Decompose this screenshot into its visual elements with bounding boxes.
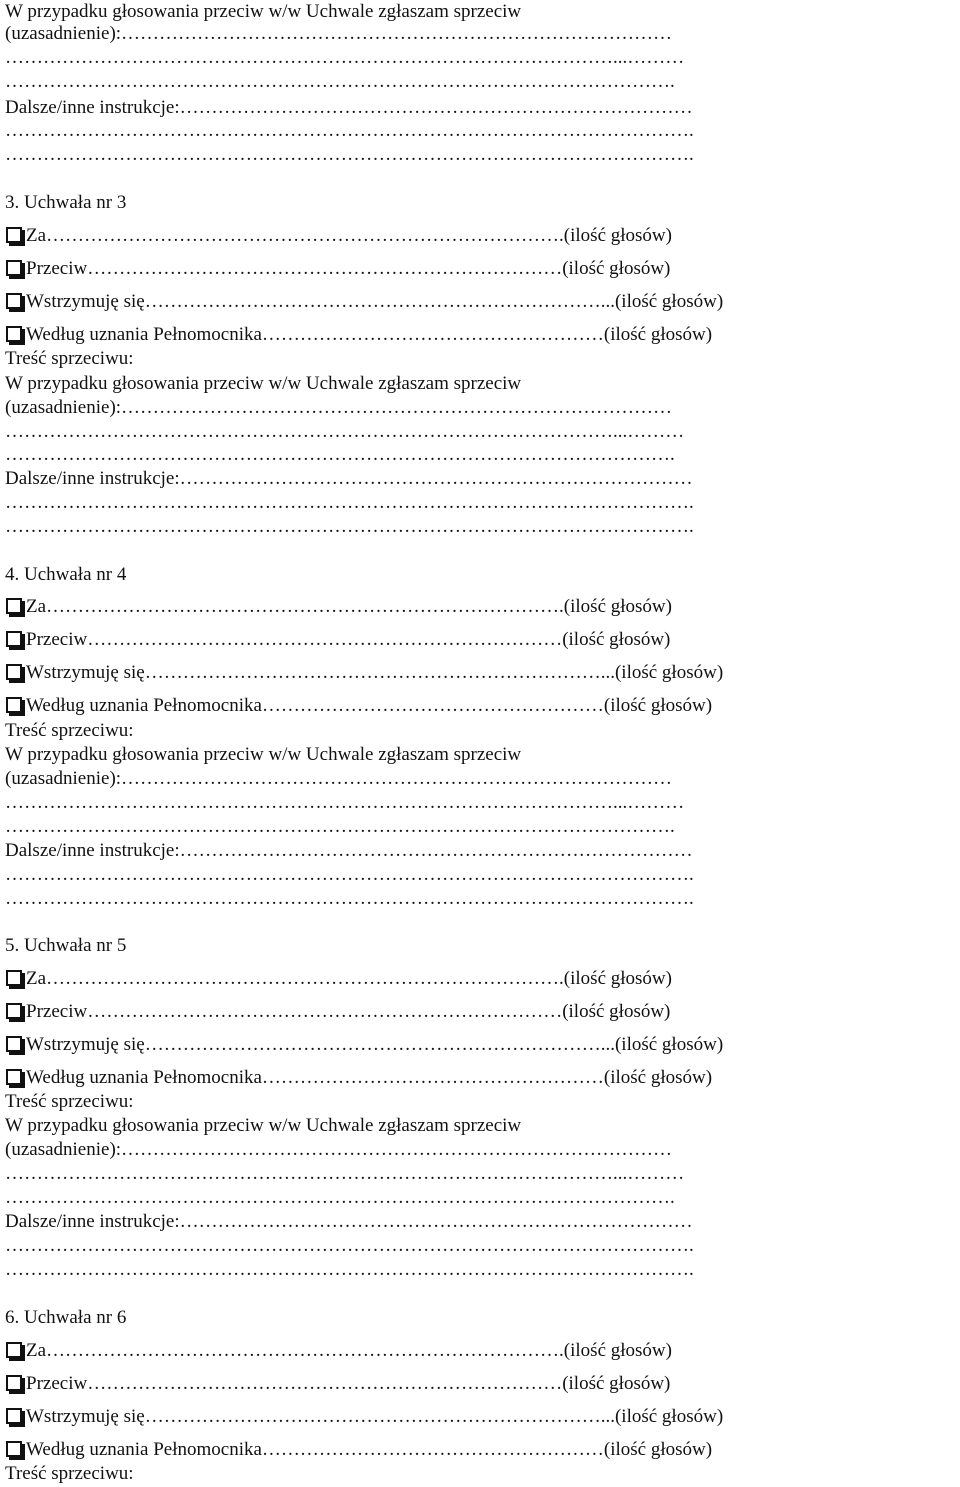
checkbox-icon[interactable] (6, 970, 22, 986)
dotted-line[interactable]: ………………………………………………………………………………………………. (5, 888, 694, 909)
vote-count-label: (ilość głosów) (614, 662, 724, 683)
dotted-line[interactable]: ………………………………………………………………………………………………. (5, 144, 694, 165)
vote-count-label: (ilość głosów) (562, 1001, 671, 1022)
checkbox-icon[interactable] (6, 293, 22, 309)
checkbox-icon[interactable] (6, 664, 22, 680)
dotted-line[interactable]: ……………………………………………………………………………………...……… (5, 421, 685, 442)
resolution-heading: 6. Uchwała nr 6 (5, 1307, 127, 1328)
dotted-line[interactable]: ………………………………………………………………………………………………. (5, 120, 694, 141)
vote-count-label: (ilość głosów) (562, 258, 671, 279)
dotted-leader: ………………………………………………………………... (144, 291, 615, 312)
option-label: Wstrzymuję się (26, 291, 145, 312)
vote-count-label: (ilość głosów) (563, 1340, 672, 1361)
vote-option-abstain[interactable] (6, 290, 723, 314)
option-label: Za (26, 596, 47, 617)
dotted-line[interactable]: ………………………………………………………………………………………………. (5, 492, 694, 513)
dotted-leader: ………………………………………………………………… (87, 1373, 563, 1394)
checkbox-icon[interactable] (6, 227, 22, 243)
option-label: Przeciw (26, 629, 88, 650)
further-instructions-line[interactable]: Dalsze/inne instrukcje:……………………………………………………………………… (5, 97, 693, 118)
option-label: Przeciw (26, 1001, 88, 1022)
option-label: Za (26, 1340, 47, 1361)
dotted-leader: ………………………………………………………………… (87, 1001, 563, 1022)
dotted-leader: ………………………………………………………………... (144, 1406, 615, 1427)
option-label: Za (26, 968, 47, 989)
resolution-heading: 3. Uchwała nr 3 (5, 192, 127, 213)
dotted-leader: ………………………………………………………………………. (46, 596, 564, 617)
reason-line[interactable]: (uzasadnienie):…………………………………………………………………………… (5, 397, 673, 418)
checkbox-icon[interactable] (6, 326, 22, 342)
vote-option-against[interactable] (6, 1000, 670, 1024)
dotted-leader: ………………………………………………………………………. (46, 968, 564, 989)
dotted-line[interactable]: ……………………………………………………………………………………...……… (5, 1163, 685, 1184)
dotted-leader: ………………………………………………………………... (144, 1034, 615, 1055)
vote-count-label: (ilość głosów) (614, 1406, 724, 1427)
vote-option-proxy-discretion[interactable] (6, 1066, 712, 1090)
vote-count-label: (ilość głosów) (563, 968, 672, 989)
dotted-leader: ………………………………………………………………… (87, 629, 563, 650)
dotted-line[interactable]: ……………………………………………………………………………………...……… (5, 792, 685, 813)
dotted-line[interactable]: ……………………………………………………………………………………………. (5, 71, 675, 92)
vote-option-against[interactable] (6, 628, 670, 652)
option-label: Wstrzymuję się (26, 1034, 145, 1055)
vote-count-label: (ilość głosów) (603, 695, 713, 716)
dotted-line[interactable]: ……………………………………………………………………………………...……… (5, 47, 685, 68)
vote-option-for[interactable] (6, 595, 672, 619)
option-label: Wstrzymuję się (26, 1406, 145, 1427)
option-label: Przeciw (26, 1373, 88, 1394)
option-label: Za (26, 225, 47, 246)
vote-count-label: (ilość głosów) (614, 1034, 724, 1055)
checkbox-icon[interactable] (6, 697, 22, 713)
vote-option-abstain[interactable] (6, 661, 723, 685)
dotted-leader: ……………………………………………… (261, 695, 604, 716)
vote-option-proxy-discretion[interactable] (6, 323, 712, 347)
vote-option-for[interactable] (6, 224, 672, 248)
further-instructions-line[interactable]: Dalsze/inne instrukcje:……………………………………………………………………… (5, 1211, 693, 1232)
objection-statement: W przypadku głosowania przeciw w/w Uchwale zgłaszam sprzeciw (5, 373, 522, 394)
checkbox-icon[interactable] (6, 631, 22, 647)
checkbox-icon[interactable] (6, 1003, 22, 1019)
vote-count-label: (ilość głosów) (603, 324, 713, 345)
dotted-leader: ……………………………………………… (261, 1439, 604, 1460)
reason-line[interactable]: (uzasadnienie):…………………………………………………………………………… (5, 1139, 673, 1160)
dotted-line[interactable]: ……………………………………………………………………………………………. (5, 1187, 675, 1208)
checkbox-icon[interactable] (6, 1408, 22, 1424)
objection-header: Treść sprzeciwu: (5, 348, 134, 369)
reason-line[interactable]: (uzasadnienie):…………………………………………………………………………… (5, 23, 673, 44)
option-label: Według uznania Pełnomocnika (26, 1439, 262, 1460)
dotted-line[interactable]: ………………………………………………………………………………………………. (5, 516, 694, 537)
option-label: Według uznania Pełnomocnika (26, 324, 262, 345)
vote-option-proxy-discretion[interactable] (6, 694, 712, 718)
dotted-leader: ………………………………………………………………… (87, 258, 563, 279)
checkbox-icon[interactable] (6, 1342, 22, 1358)
resolution-heading: 4. Uchwała nr 4 (5, 564, 127, 585)
vote-option-abstain[interactable] (6, 1405, 723, 1429)
dotted-line[interactable]: ………………………………………………………………………………………………. (5, 1259, 694, 1280)
dotted-line[interactable]: ………………………………………………………………………………………………. (5, 1235, 694, 1256)
dotted-leader: ……………………………………………… (261, 1067, 604, 1088)
vote-option-proxy-discretion[interactable] (6, 1438, 712, 1462)
checkbox-icon[interactable] (6, 598, 22, 614)
vote-count-label: (ilość głosów) (603, 1439, 713, 1460)
checkbox-icon[interactable] (6, 1036, 22, 1052)
vote-count-label: (ilość głosów) (562, 629, 671, 650)
objection-header: Treść sprzeciwu: (5, 720, 134, 741)
reason-line[interactable]: (uzasadnienie):…………………………………………………………………………… (5, 768, 673, 789)
vote-count-label: (ilość głosów) (563, 596, 672, 617)
dotted-leader: ………………………………………………………………………. (46, 225, 564, 246)
dotted-leader: ………………………………………………………………... (144, 662, 615, 683)
vote-count-label: (ilość głosów) (563, 225, 672, 246)
vote-count-label: (ilość głosów) (603, 1067, 713, 1088)
vote-count-label: (ilość głosów) (562, 1373, 671, 1394)
option-label: Przeciw (26, 258, 88, 279)
objection-statement: W przypadku głosowania przeciw w/w Uchwale zgłaszam sprzeciw (5, 1115, 522, 1136)
objection-header: Treść sprzeciwu: (5, 1091, 134, 1112)
objection-statement: W przypadku głosowania przeciw w/w Uchwale zgłaszam sprzeciw (5, 744, 522, 765)
checkbox-icon[interactable] (6, 1441, 22, 1457)
vote-option-for[interactable] (6, 1339, 672, 1363)
objection-statement: W przypadku głosowania przeciw w/w Uchwale zgłaszam sprzeciw (5, 1, 522, 22)
checkbox-icon[interactable] (6, 1069, 22, 1085)
vote-count-label: (ilość głosów) (614, 291, 724, 312)
checkbox-icon[interactable] (6, 260, 22, 276)
checkbox-icon[interactable] (6, 1375, 22, 1391)
option-label: Wstrzymuję się (26, 662, 145, 683)
vote-option-for[interactable] (6, 967, 672, 991)
dotted-line[interactable]: ………………………………………………………………………………………………. (5, 864, 694, 885)
dotted-leader: ………………………………………………………………………. (46, 1340, 564, 1361)
vote-option-against[interactable] (6, 257, 670, 281)
objection-header: Treść sprzeciwu: (5, 1463, 134, 1484)
option-label: Według uznania Pełnomocnika (26, 1067, 262, 1088)
dotted-line[interactable]: ……………………………………………………………………………………………. (5, 444, 675, 465)
vote-option-abstain[interactable] (6, 1033, 723, 1057)
dotted-leader: ……………………………………………… (261, 324, 604, 345)
dotted-line[interactable]: ……………………………………………………………………………………………. (5, 816, 675, 837)
vote-option-against[interactable] (6, 1372, 670, 1396)
further-instructions-line[interactable]: Dalsze/inne instrukcje:……………………………………………………………………… (5, 840, 693, 861)
further-instructions-line[interactable]: Dalsze/inne instrukcje:……………………………………………………………………… (5, 468, 693, 489)
resolution-heading: 5. Uchwała nr 5 (5, 935, 127, 956)
option-label: Według uznania Pełnomocnika (26, 695, 262, 716)
